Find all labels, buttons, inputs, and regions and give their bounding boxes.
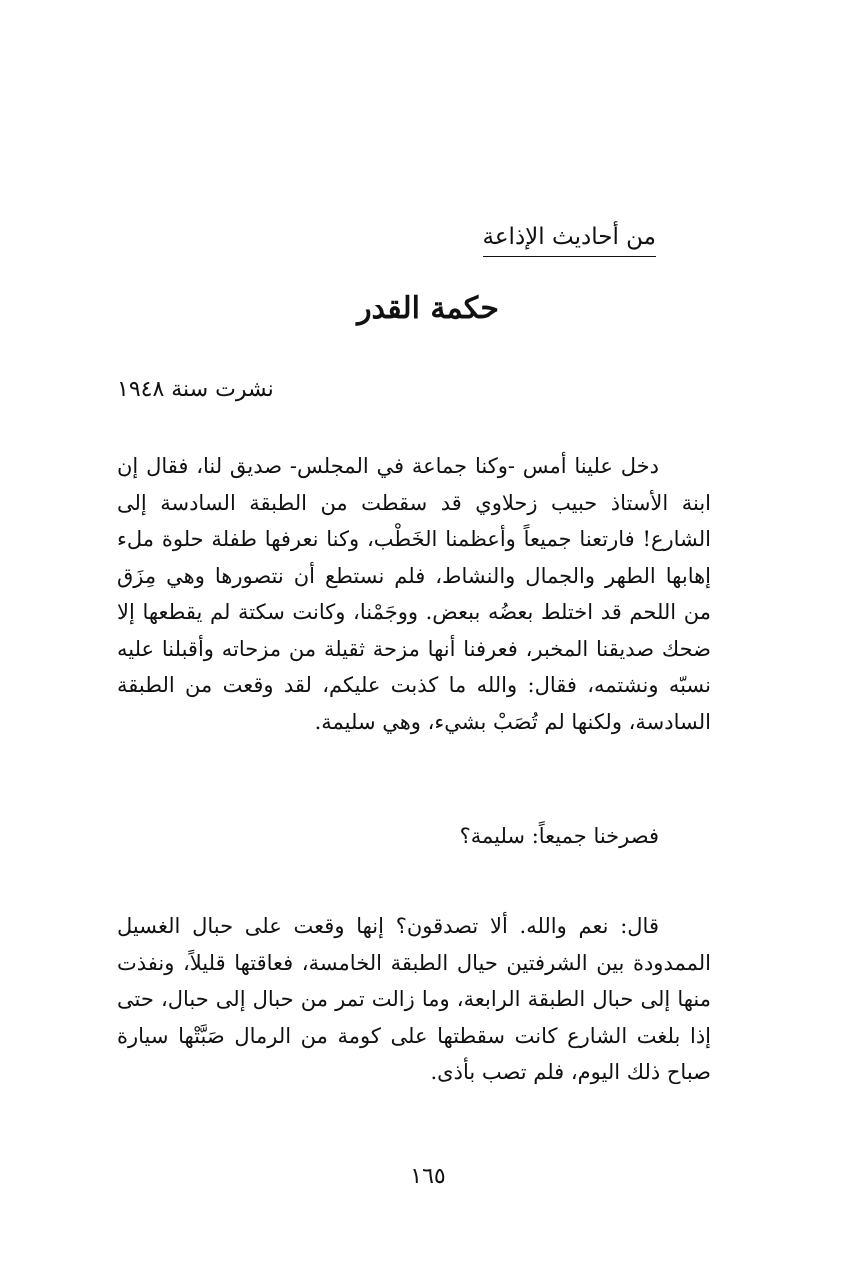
paragraph-1-text: دخل علينا أمس -وكنا جماعة في المجلس- صديق لنا، فقال إن ابنة الأستاذ حبيب زحلاوي قد سقطت من الطبقة السادسة إلى الشارع! فارتعنا جميعاً وأعظمنا الخَطْب، وكنا نعرفها طفلة حلوة ملء إهابها الطهر والجمال والنشاط، فلم نستطع أن نتصورها وهي مِزَق من اللحم قد اختلط بعضُه ببعض. ووجَمْنا، وكانت سكتة لم يقطعها إلا ضحك صديقنا المخبر، فعرفنا أنها مزحة ثقيلة من مزحاته وأقبلنا عليه نسبّه ونشتمه، فقال: والله ما كذبت عليكم، لقد وقعت من الطبقة السادسة، ولكنها لم تُصَبْ بشيء، وهي سليمة. <box>117 454 711 734</box>
paragraph-2: فصرخنا جميعاً: سليمة؟ <box>459 824 659 848</box>
paragraph-1 <box>117 448 711 740</box>
paragraph-3-text: قال: نعم والله. ألا تصدقون؟ إنها وقعت على حبال الغسيل الممدودة بين الشرفتين حيال الطبقة الخامسة، فعاقتها قليلاً، ونفذت منها إلى حبال الطبقة الرابعة، وما زالت تمر من حبال إلى حبال، حتى إذا بلغت الشارع كانت سقطتها على كومة من الرمال صَبَّتْها سيارة صباح ذلك اليوم، فلم تصب بأذى. <box>117 914 711 1084</box>
publication-note: نشرت سنة ١٩٤٨ <box>117 377 274 402</box>
paragraph-3 <box>117 908 711 1091</box>
series-label: من أحاديث الإذاعة <box>483 219 657 257</box>
page-title: حكمة القدر <box>357 291 499 326</box>
page-number: ١٦٥ <box>410 1164 446 1189</box>
